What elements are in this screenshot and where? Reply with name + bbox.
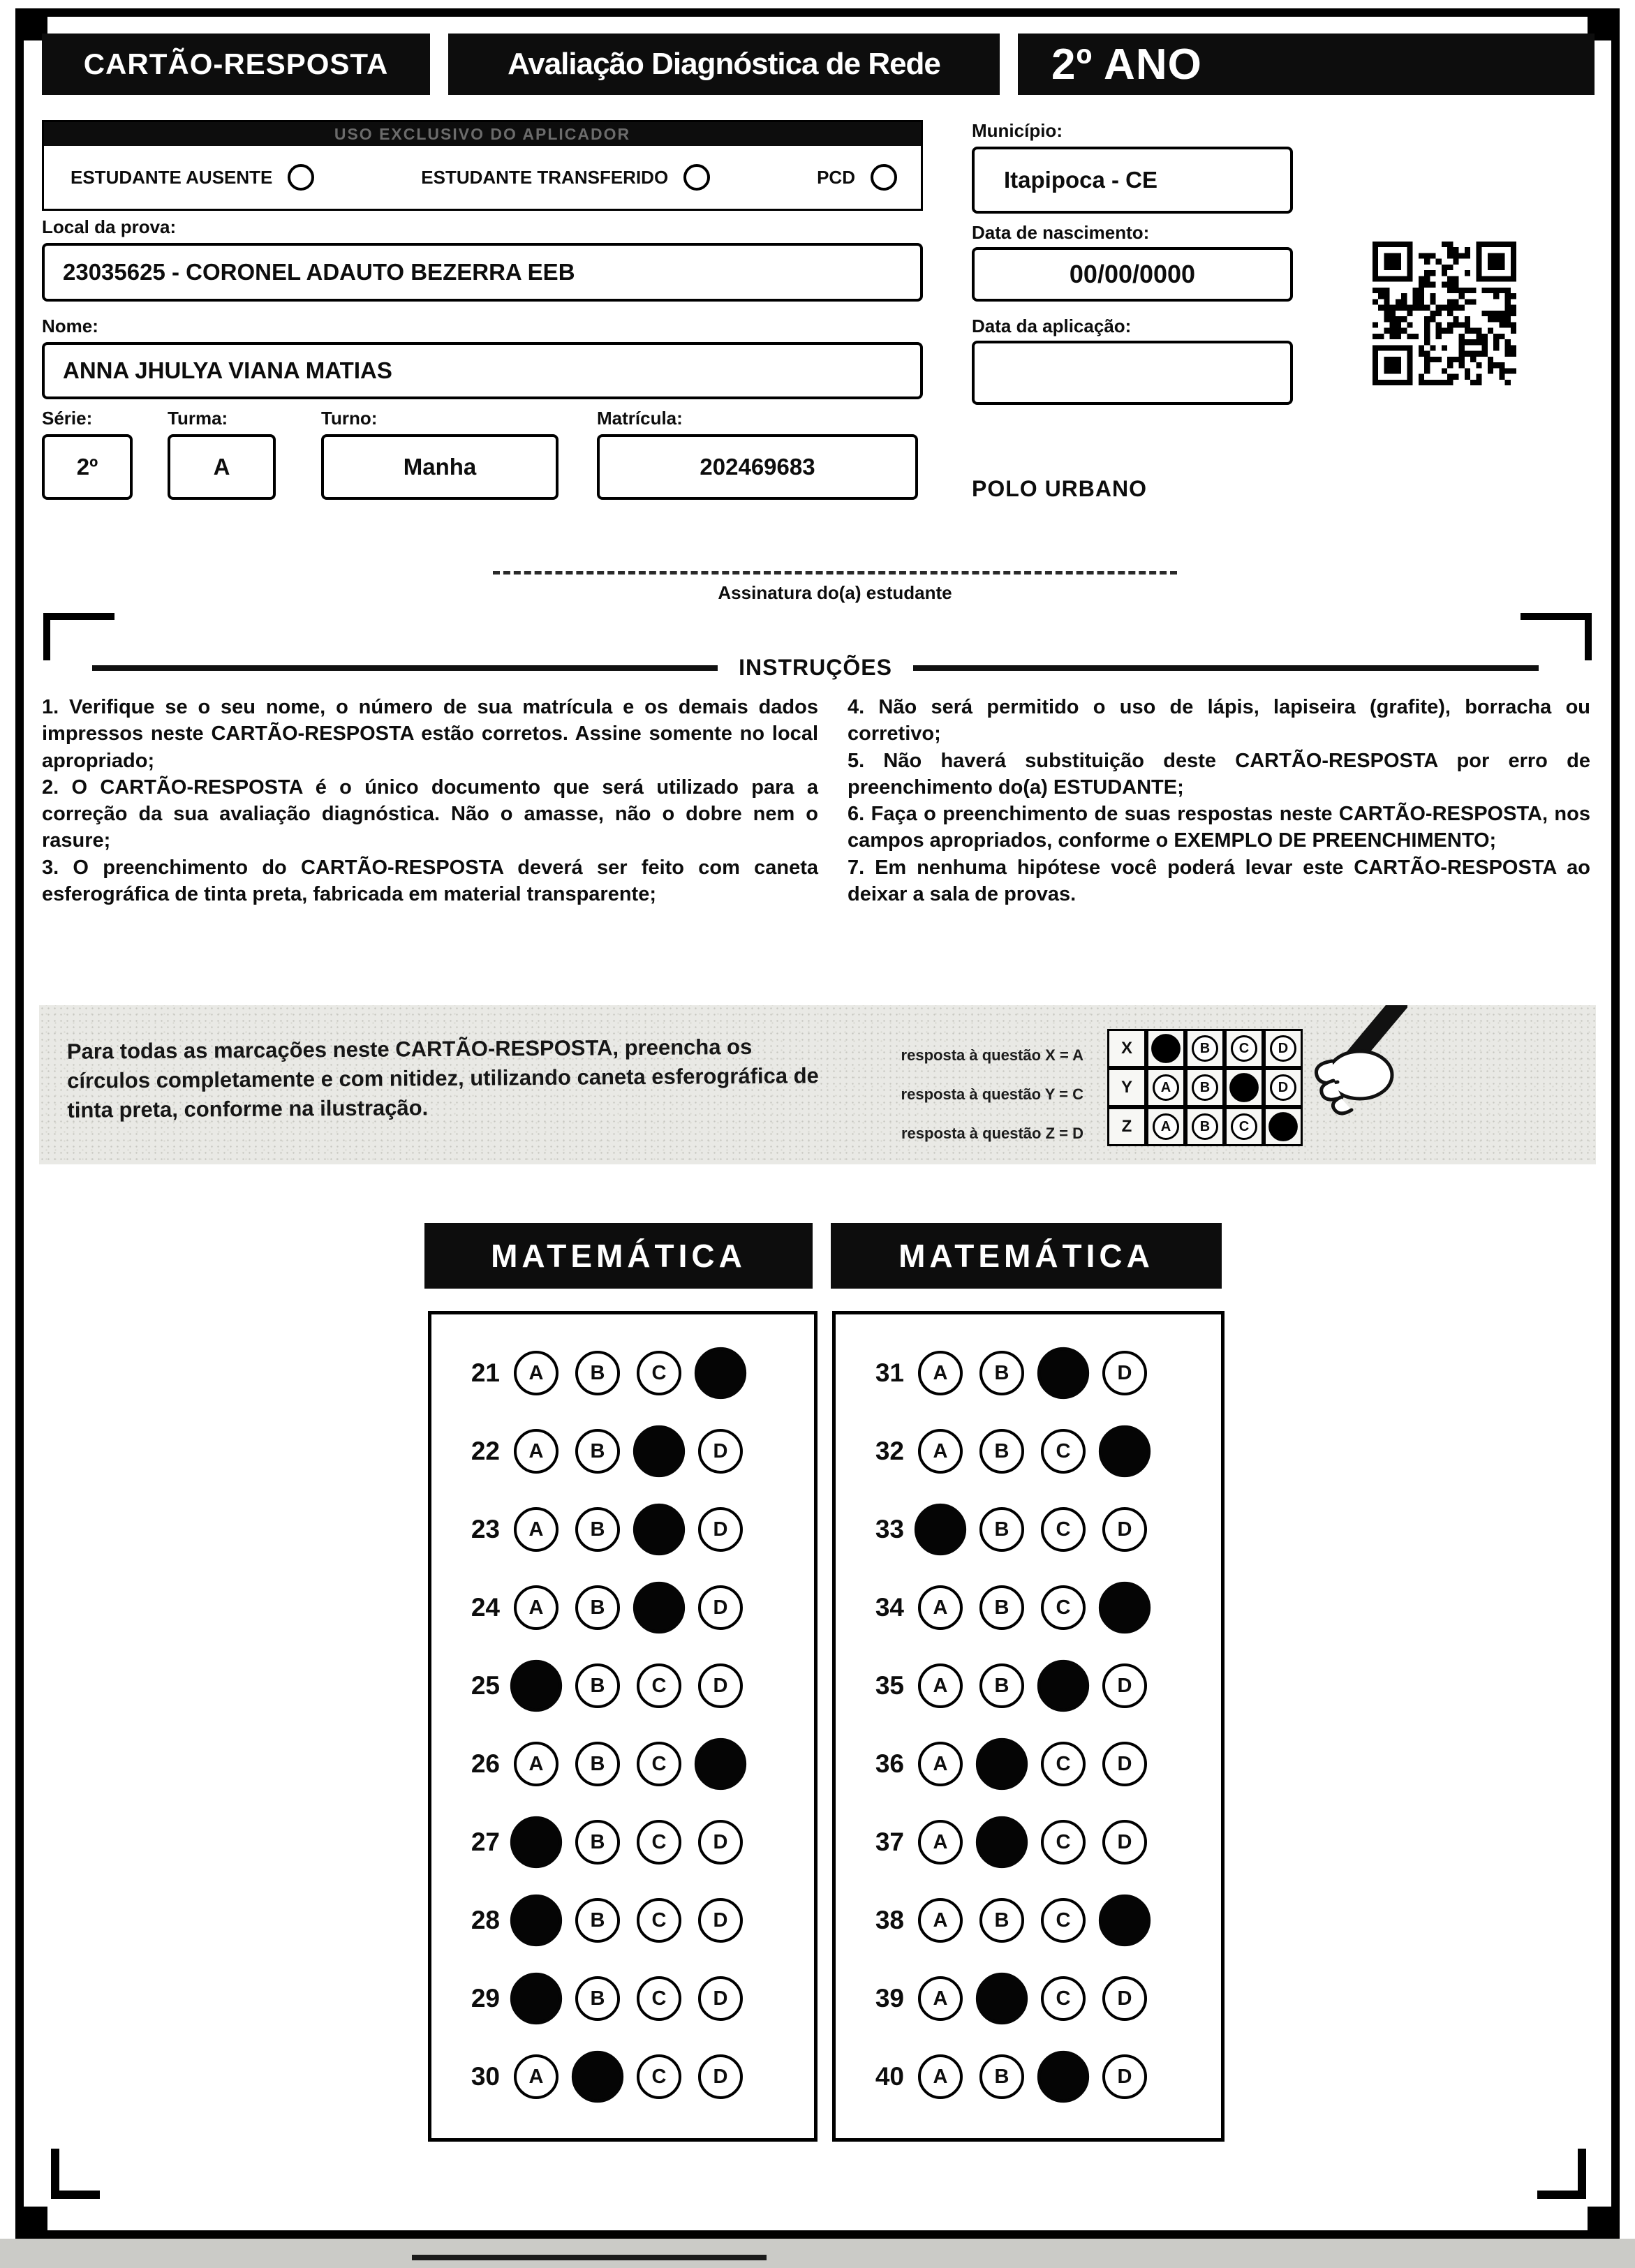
bubble-q39-d[interactable]: D (1102, 1976, 1147, 2021)
estudante-ausente-item (71, 164, 314, 191)
question-number: 33 (875, 1515, 904, 1543)
question-number: 22 (471, 1437, 500, 1465)
example-cell (1185, 1029, 1225, 1068)
crop-mark-top-left (43, 613, 114, 660)
example-bubble-y-d: D (1270, 1074, 1296, 1101)
question-row-30 (431, 2038, 814, 2116)
question-number: 23 (471, 1515, 500, 1543)
bubble-q36-b[interactable] (976, 1738, 1028, 1790)
instruction-item-5: 5. Não haverá substituição deste CARTÃO-RESPOSTA por erro de preenchimento do(a) ESTUDANTE; (848, 749, 1590, 799)
example-cell (1225, 1029, 1264, 1068)
legend-line-z: resposta à questão Z = D (901, 1125, 1083, 1142)
question-row-31 (836, 1334, 1221, 1412)
estudante-ausente-checkbox[interactable] (288, 164, 314, 191)
bubble-q39-c[interactable]: C (1041, 1976, 1086, 2021)
instructions-left-column (42, 694, 818, 907)
bubble-q37-d[interactable]: D (1102, 1820, 1147, 1865)
bubble-q35-c[interactable] (1037, 1660, 1089, 1712)
bubble-q32-d[interactable] (1099, 1425, 1151, 1477)
bubble-q39-a[interactable]: A (918, 1976, 963, 2021)
bubble-q23-d[interactable]: D (698, 1507, 743, 1552)
question-row-35 (836, 1647, 1221, 1725)
legend-line-y: resposta à questão Y = C (901, 1085, 1083, 1103)
bubble-q31-c[interactable] (1037, 1347, 1089, 1399)
question-number: 40 (875, 2062, 904, 2091)
question-number: 39 (875, 1984, 904, 2013)
instruction-item-2: 2. O CARTÃO-RESPOSTA é o único documento que será utilizado para a correção da sua avaliação diagnóstica. Não o amasse, não o dobre nem o rasure; (42, 776, 818, 852)
instruction-item-6: 6. Faça o preenchimento de suas respostas neste CARTÃO-RESPOSTA, nos campos apropriados, conforme o EXEMPLO DE PREENCHIMENTO; (848, 803, 1590, 852)
bubble-q37-a[interactable]: A (918, 1820, 963, 1865)
bubble-q37-c[interactable]: C (1041, 1820, 1086, 1865)
example-row-label-x: X (1107, 1029, 1146, 1068)
bubble-q30-c[interactable]: C (637, 2054, 681, 2099)
bubble-q40-a[interactable]: A (918, 2054, 963, 2099)
municipio-value: Itapipoca - CE (972, 147, 1293, 214)
bubble-q34-c[interactable]: C (1041, 1585, 1086, 1630)
bubble-q33-d[interactable]: D (1102, 1507, 1147, 1552)
example-bubble-x-d: D (1270, 1035, 1296, 1062)
estudante-transferido-item (421, 164, 710, 191)
bubble-q23-a[interactable]: A (514, 1507, 558, 1552)
answer-grid-31-40 (832, 1311, 1225, 2142)
applicator-box (42, 120, 923, 211)
example-cell (1185, 1107, 1225, 1146)
example-row-label-z: Z (1107, 1107, 1146, 1146)
crop-mark-top-right (1521, 613, 1592, 660)
question-row-28 (431, 1881, 814, 1959)
bubble-q32-a[interactable]: A (918, 1429, 963, 1474)
subject-header-matematica-1: MATEMÁTICA (424, 1223, 813, 1289)
estudante-transferido-label: ESTUDANTE TRANSFERIDO (421, 166, 669, 188)
question-number: 28 (471, 1906, 500, 1934)
bubble-q38-a[interactable]: A (918, 1898, 963, 1943)
example-bubble-z-a: A (1153, 1113, 1179, 1140)
bubble-q28-a[interactable] (510, 1895, 562, 1946)
local-da-prova-value: 23035625 - CORONEL ADAUTO BEZERRA EEB (42, 243, 923, 302)
instructions-title: INSTRUÇÕES (739, 655, 892, 680)
pcd-item (817, 164, 897, 191)
bubble-q40-c[interactable] (1037, 2051, 1089, 2103)
bubble-q35-d[interactable]: D (1102, 1663, 1147, 1708)
bubble-q26-b[interactable]: B (575, 1742, 620, 1786)
bubble-q40-d[interactable]: D (1102, 2054, 1147, 2099)
bubble-q37-b[interactable] (976, 1816, 1028, 1868)
matricula-value: 202469683 (597, 434, 918, 500)
question-number: 35 (875, 1671, 904, 1700)
pcd-label: PCD (817, 166, 855, 188)
question-number: 37 (875, 1828, 904, 1856)
bubble-q39-b[interactable] (976, 1973, 1028, 2024)
example-bubble-y-b: B (1192, 1074, 1218, 1101)
bubble-q25-a[interactable] (510, 1660, 562, 1712)
bubble-q26-a[interactable]: A (514, 1742, 558, 1786)
bubble-q22-c[interactable] (633, 1425, 685, 1477)
estudante-transferido-checkbox[interactable] (683, 164, 710, 191)
bubble-q28-d[interactable]: D (698, 1898, 743, 1943)
bubble-q27-a[interactable] (510, 1816, 562, 1868)
bubble-q30-b[interactable] (572, 2051, 623, 2103)
registration-mark-bottom-right (1588, 2207, 1620, 2239)
example-row-label-y: Y (1107, 1068, 1146, 1107)
nome-label: Nome: (42, 316, 98, 336)
bubble-q30-a[interactable]: A (514, 2054, 558, 2099)
example-cell (1146, 1068, 1185, 1107)
legend-line-x: resposta à questão X = A (901, 1046, 1083, 1064)
bubble-q38-b[interactable]: B (979, 1898, 1024, 1943)
bubble-q31-d[interactable]: D (1102, 1351, 1147, 1395)
bubble-q29-d[interactable]: D (698, 1976, 743, 2021)
example-grid-wrap (1107, 1029, 1303, 1146)
question-row-38 (836, 1881, 1221, 1959)
example-bubble-z-b: B (1192, 1113, 1218, 1140)
instructions-rule-left (92, 665, 718, 671)
bubble-q33-c[interactable]: C (1041, 1507, 1086, 1552)
bubble-q22-a[interactable]: A (514, 1429, 558, 1474)
question-row-23 (431, 1490, 814, 1569)
question-number: 30 (471, 2062, 500, 2091)
pcd-checkbox[interactable] (871, 164, 897, 191)
question-row-34 (836, 1569, 1221, 1647)
local-da-prova-label: Local da prova: (42, 216, 177, 237)
example-bubble-x-a (1151, 1034, 1181, 1063)
bubble-q34-b[interactable]: B (979, 1585, 1024, 1630)
bubble-q25-d[interactable]: D (698, 1663, 743, 1708)
bubble-q24-d[interactable]: D (698, 1585, 743, 1630)
bubble-q32-c[interactable]: C (1041, 1429, 1086, 1474)
question-row-32 (836, 1412, 1221, 1490)
bubble-q33-a[interactable] (915, 1504, 966, 1555)
signature-line (493, 571, 1177, 575)
instruction-item-3: 3. O preenchimento do CARTÃO-RESPOSTA deverá ser feito com caneta esferográfica de tinta preta, fabricada em material transparente; (42, 856, 818, 905)
bubble-q40-b[interactable]: B (979, 2054, 1024, 2099)
example-grid (1107, 1029, 1303, 1146)
bubble-q27-d[interactable]: D (698, 1820, 743, 1865)
registration-mark-bottom-left (15, 2207, 47, 2239)
bubble-q23-b[interactable]: B (575, 1507, 620, 1552)
bubble-q36-d[interactable]: D (1102, 1742, 1147, 1786)
bubble-q36-a[interactable]: A (918, 1742, 963, 1786)
question-number: 26 (471, 1749, 500, 1778)
question-row-21 (431, 1334, 814, 1412)
bubble-q35-b[interactable]: B (979, 1663, 1024, 1708)
example-cell (1225, 1107, 1264, 1146)
subject-header-matematica-2: MATEMÁTICA (831, 1223, 1222, 1289)
bubble-q30-d[interactable]: D (698, 2054, 743, 2099)
fill-example-legend (849, 1036, 1083, 1153)
instruction-item-1: 1. Verifique se o seu nome, o número de sua matrícula e os demais dados impressos neste CARTÃO-RESPOSTA estão corretos. Assine somente no local apropriado; (42, 696, 818, 772)
answer-grid-21-30 (428, 1311, 818, 2142)
bubble-q34-d[interactable] (1099, 1582, 1151, 1633)
example-bubble-y-a: A (1153, 1074, 1179, 1101)
bubble-q25-b[interactable]: B (575, 1663, 620, 1708)
applicator-checkbox-row (44, 146, 921, 209)
bubble-q36-c[interactable]: C (1041, 1742, 1086, 1786)
question-row-39 (836, 1959, 1221, 2038)
bubble-q31-b[interactable]: B (979, 1351, 1024, 1395)
fill-example-band (39, 1005, 1596, 1164)
question-row-26 (431, 1725, 814, 1803)
question-row-37 (836, 1803, 1221, 1881)
question-number: 29 (471, 1984, 500, 2013)
bubble-q31-a[interactable]: A (918, 1351, 963, 1395)
scan-edge-line (412, 2255, 767, 2260)
question-number: 25 (471, 1671, 500, 1700)
turno-value: Manha (321, 434, 558, 500)
question-number: 31 (875, 1358, 904, 1387)
bubble-q24-a[interactable]: A (514, 1585, 558, 1630)
question-number: 38 (875, 1906, 904, 1934)
instructions-rule-right (913, 665, 1539, 671)
question-row-40 (836, 2038, 1221, 2116)
bubble-q38-d[interactable] (1099, 1895, 1151, 1946)
assessment-name: Avaliação Diagnóstica de Rede (448, 34, 1000, 95)
bubble-q29-c[interactable]: C (637, 1976, 681, 2021)
turma-value: A (168, 434, 276, 500)
question-number: 24 (471, 1593, 500, 1622)
bubble-q24-b[interactable]: B (575, 1585, 620, 1630)
polo-urbano-label: POLO URBANO (972, 476, 1147, 501)
bubble-q27-b[interactable]: B (575, 1820, 620, 1865)
bubble-q25-c[interactable]: C (637, 1663, 681, 1708)
turma-label: Turma: (168, 408, 228, 429)
example-cell (1146, 1029, 1185, 1068)
instruction-item-7: 7. Em nenhuma hipótese você poderá levar este CARTÃO-RESPOSTA ao deixar a sala de provas. (848, 856, 1590, 905)
serie-label: Série: (42, 408, 93, 429)
turno-label: Turno: (321, 408, 378, 429)
question-row-29 (431, 1959, 814, 2038)
bubble-q27-c[interactable]: C (637, 1820, 681, 1865)
bubble-q26-d[interactable] (695, 1738, 746, 1790)
municipio-label: Município: (972, 120, 1063, 141)
example-bubble-x-c: C (1231, 1035, 1257, 1062)
question-number: 36 (875, 1749, 904, 1778)
bubble-q38-c[interactable]: C (1041, 1898, 1086, 1943)
bubble-q24-c[interactable] (633, 1582, 685, 1633)
example-cell (1185, 1068, 1225, 1107)
example-cell (1225, 1068, 1264, 1107)
question-number: 34 (875, 1593, 904, 1622)
bubble-q21-d[interactable] (695, 1347, 746, 1399)
example-bubble-x-b: B (1192, 1035, 1218, 1062)
question-number: 32 (875, 1437, 904, 1465)
data-aplicacao-value (972, 341, 1293, 405)
bubble-q21-a[interactable]: A (514, 1351, 558, 1395)
bubble-q34-a[interactable]: A (918, 1585, 963, 1630)
bubble-q23-c[interactable] (633, 1504, 685, 1555)
bubble-q22-d[interactable]: D (698, 1429, 743, 1474)
question-row-24 (431, 1569, 814, 1647)
crop-mark-bottom-right (1537, 2149, 1586, 2199)
bubble-q29-a[interactable] (510, 1973, 562, 2024)
applicator-bar-label: USO EXCLUSIVO DO APLICADOR (44, 122, 921, 146)
matricula-label: Matrícula: (597, 408, 683, 429)
bubble-q35-a[interactable]: A (918, 1663, 963, 1708)
example-cell (1146, 1107, 1185, 1146)
pen-hand-icon (1282, 1005, 1407, 1148)
bubble-q21-c[interactable]: C (637, 1351, 681, 1395)
crop-mark-bottom-left (51, 2149, 100, 2199)
serie-value: 2º (42, 434, 133, 500)
bubble-q33-b[interactable]: B (979, 1507, 1024, 1552)
grade-label: 2º ANO (1018, 34, 1595, 95)
bubble-q22-b[interactable]: B (575, 1429, 620, 1474)
fill-example-text: Para todas as marcações neste CARTÃO-RESPOSTA, preencha os círculos completamente e com nitidez, utilizando caneta esferográfica de tinta preta, conforme na ilustração. (66, 1034, 819, 1122)
example-bubble-y-c (1229, 1073, 1259, 1102)
sheet-title: CARTÃO-RESPOSTA (42, 34, 430, 95)
question-number: 21 (471, 1358, 500, 1387)
question-row-33 (836, 1490, 1221, 1569)
instruction-item-4: 4. Não será permitido o uso de lápis, lapiseira (grafite), borracha ou corretivo; (848, 696, 1590, 746)
bubble-q28-b[interactable]: B (575, 1898, 620, 1943)
question-row-25 (431, 1647, 814, 1725)
question-row-36 (836, 1725, 1221, 1803)
instructions-header (92, 655, 1539, 681)
nome-value: ANNA JHULYA VIANA MATIAS (42, 342, 923, 399)
signature-label: Assinatura do(a) estudante (718, 582, 952, 603)
instructions-right-column (848, 694, 1590, 907)
bubble-q29-b[interactable]: B (575, 1976, 620, 2021)
question-number: 27 (471, 1828, 500, 1856)
bubble-q28-c[interactable]: C (637, 1898, 681, 1943)
qr-code (1373, 242, 1516, 385)
bubble-q32-b[interactable]: B (979, 1429, 1024, 1474)
data-nascimento-value: 00/00/0000 (972, 247, 1293, 302)
example-bubble-z-c: C (1231, 1113, 1257, 1140)
data-nascimento-label: Data de nascimento: (972, 222, 1150, 243)
bubble-q26-c[interactable]: C (637, 1742, 681, 1786)
bubble-q21-b[interactable]: B (575, 1351, 620, 1395)
header (42, 34, 1595, 95)
data-aplicacao-label: Data da aplicação: (972, 316, 1132, 336)
question-row-27 (431, 1803, 814, 1881)
scan-edge-strip (0, 2239, 1635, 2268)
question-row-22 (431, 1412, 814, 1490)
estudante-ausente-label: ESTUDANTE AUSENTE (71, 166, 273, 188)
